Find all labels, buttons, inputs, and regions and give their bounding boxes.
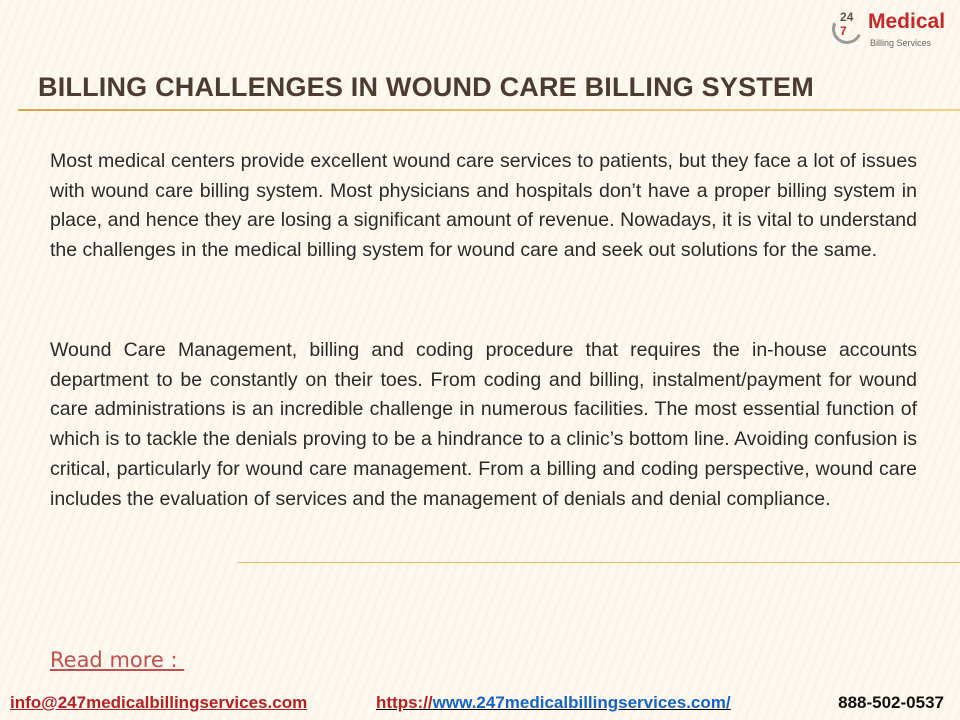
logo-brand-text: Medical <box>868 10 946 33</box>
footer-phone-number: 888-502-0537 <box>838 693 944 712</box>
paragraph-management: Wound Care Management, billing and coding procedure that requires the in-house accounts department to be constantly on their toes. From coding and billing, instalment/payment for wound care administrations is an incredible challenge in numerous facilities. The most essential function of which is to tackle the denials proving to be a hindrance to a clinic’s bottom line. Avoiding confusion is critical, particularly for wound care management. From a billing and coding perspective, wound care includes the evaluation of services and the management of denials and denial compliance. <box>50 339 917 510</box>
url-domain: www.247medicalbillingservices.com/ <box>432 693 731 712</box>
section-divider <box>238 562 960 563</box>
footer-email-link[interactable]: info@247medicalbillingservices.com <box>10 693 308 712</box>
logo-subtitle: Billing Services <box>870 38 932 48</box>
url-protocol: https:// <box>376 693 433 712</box>
footer-website-link[interactable] <box>376 693 731 713</box>
logo-number: 24 7 <box>840 10 854 38</box>
page-title: BILLING CHALLENGES IN WOUND CARE BILLING SYSTEM <box>38 72 814 102</box>
paragraph-intro: Most medical centers provide excellent wound care services to patients, but they face a lot of issues with wound care billing system. Most physicians and hospitals don’t have a proper billing system in place, and hence they are losing a significant amount of revenue. Nowadays, it is vital to understand the challenges in the medical billing system for wound care and seek out solutions for the same. <box>50 150 917 262</box>
company-logo <box>832 8 950 56</box>
read-more-link[interactable]: Read more : <box>50 648 185 672</box>
footer-bar <box>0 693 960 720</box>
title-underline <box>18 109 960 111</box>
